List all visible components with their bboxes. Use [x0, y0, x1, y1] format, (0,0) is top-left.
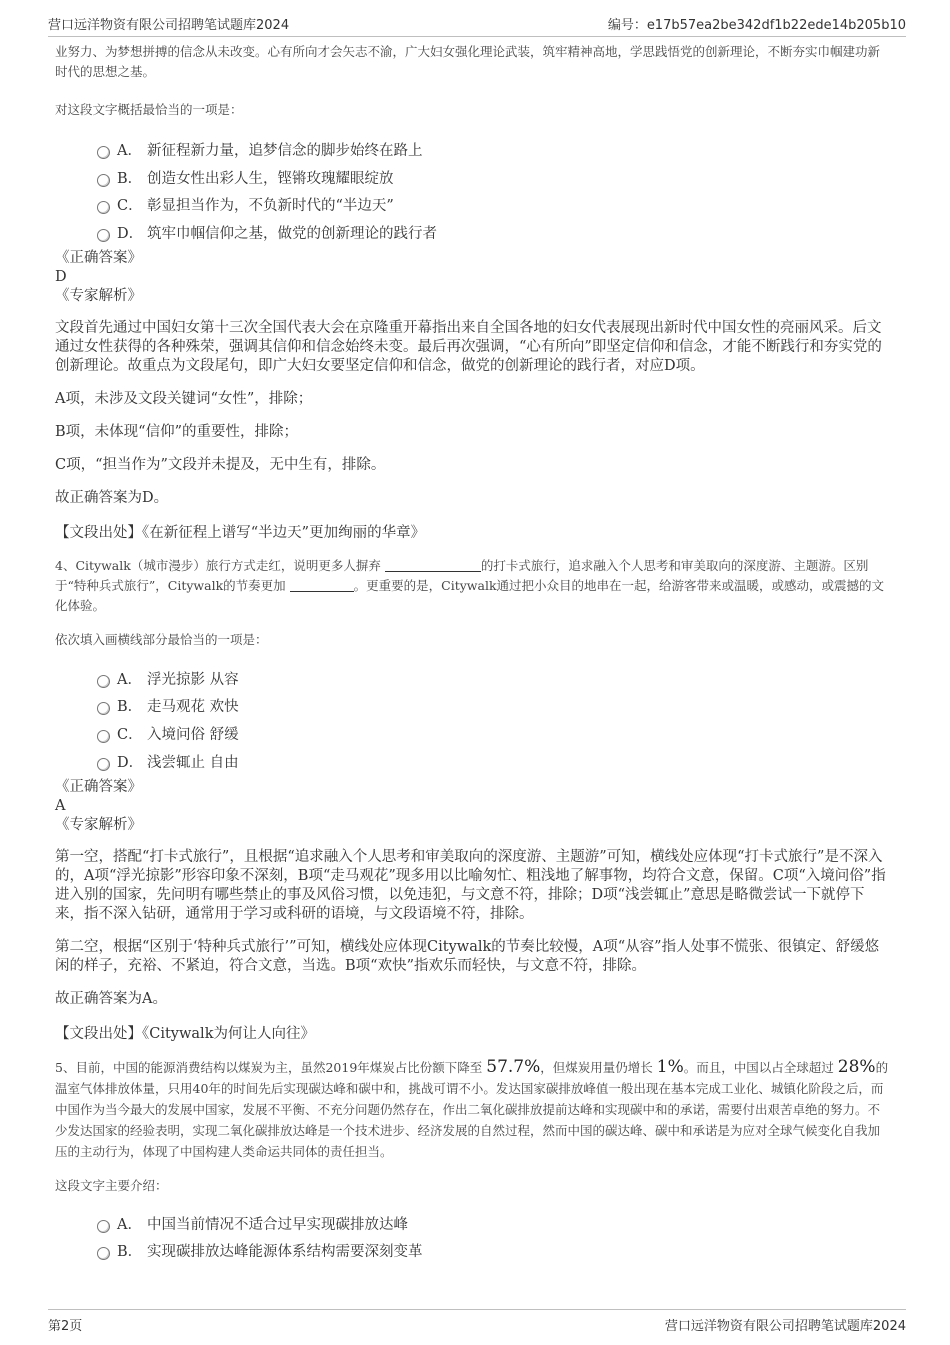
q4-number: 4、: [55, 557, 76, 573]
q4-option-a[interactable]: A． 浮光掠影 从容: [97, 668, 890, 696]
q3-option-b[interactable]: B． 创造女性出彩人生，铿锵玫瑰耀眼绽放: [97, 167, 890, 195]
q5-pct-1: 57.7%: [486, 1056, 541, 1077]
q5-number: 5、: [55, 1059, 76, 1075]
radio-icon[interactable]: [97, 201, 110, 214]
q5-pct-3: 28%: [837, 1056, 876, 1077]
radio-icon[interactable]: [97, 702, 110, 715]
q4-options: [97, 668, 890, 779]
page-number: 第2页: [48, 1319, 83, 1334]
q5-ask: 这段文字主要介绍：: [55, 1177, 168, 1193]
q4-option-d[interactable]: D． 浅尝辄止 自由: [97, 751, 890, 779]
radio-icon[interactable]: [97, 174, 110, 187]
radio-icon[interactable]: [97, 229, 110, 242]
header-title: 营口远洋物资有限公司招聘笔试题库2024: [48, 18, 290, 33]
q3-option-a[interactable]: A． 新征程新力量，追梦信念的脚步始终在路上: [97, 139, 890, 167]
q3-analysis-3: B项，未体现“信仰”的重要性，排除；: [55, 423, 298, 440]
q4-stem: 4、Citywalk（城市漫步）旅行方式走红，说明更多人摒弃 的打卡式旅行，追求融入个人思考和审美取向的深度游、主题游。区别于“特种兵式旅行”，Citywalk的节奏更加 。更重要的是，Citywalk通过把小众目的地串在一起，给游客带来或温暖，或感动，或震撼的文化体验。: [55, 557, 885, 613]
q5-stem: 5、目前，中国的能源消费结构以煤炭为主，虽然2019年煤炭占比份额下降至 57.7%，但煤炭用量仍增长 1%。而且，中国以占全球超过 28%的温室气体排放体量，只用40年的时间先后实现碳达峰和碳中和，挑战可谓不小。发达国家碳排放峰值一般出现在基本完成工业化、城镇化阶段之后，而中国作为当今最大的发展中国家，发展不平衡、不充分问题仍然存在，作出二氧化碳排放提前达峰和实现碳中和的承诺，需要付出艰苦卓绝的努力。不少发达国家的经验表明，实现二氧化碳排放达峰是一个技术进步、经济发展的自然过程，然而中国的碳达峰、碳中和承诺是为应对全球气候变化自我加压的主动行为，体现了中国构建人类命运共同体的责任担当。: [55, 1056, 889, 1159]
q3-analysis-label: 《专家解析》: [55, 287, 142, 304]
q4-answer: A: [55, 797, 66, 814]
q3-ask: 对这段文字概括最恰当的一项是：: [55, 102, 243, 117]
q4-option-c[interactable]: C． 入境问俗 舒缓: [97, 723, 890, 751]
radio-icon[interactable]: [97, 146, 110, 159]
q4-answer-label: 《正确答案》: [55, 778, 142, 795]
q3-answer: D: [55, 268, 67, 285]
q4-source: 【文段出处】《Citywalk为何让人向往》: [55, 1025, 315, 1042]
q4-option-b[interactable]: B． 走马观花 欢快: [97, 695, 890, 723]
q3-options: [97, 139, 890, 250]
q3-source: 【文段出处】《在新征程上谱写“半边天”更加绚丽的华章》: [55, 524, 426, 541]
q4-analysis-2: 第二空，根据“区别于‘特种兵式旅行’”可知，横线处应体现Citywalk的节奏比较慢，A项“从容”指人处事不慌张、很镇定、舒缓悠闲的样子，充裕、不紧迫，符合文意，当选。B项“欢快”指欢乐而轻快，与文意不符，排除。: [55, 938, 880, 974]
q4-ask: 依次填入画横线部分最恰当的一项是：: [55, 631, 268, 647]
q5-option-a[interactable]: A． 中国当前情况不适合过早实现碳排放达峰: [97, 1213, 890, 1241]
q5-options: [97, 1213, 890, 1268]
radio-icon[interactable]: [97, 730, 110, 743]
q5-pct-2: 1%: [656, 1056, 684, 1077]
header-doc-id: 编号：e17b57ea2be342df1b22ede14b205b10: [607, 18, 906, 33]
radio-icon[interactable]: [97, 1247, 110, 1260]
q3-analysis-5: 故正确答案为D。: [55, 489, 169, 506]
radio-icon[interactable]: [97, 1220, 110, 1233]
radio-icon[interactable]: [97, 675, 110, 688]
q4-analysis-label: 《专家解析》: [55, 816, 142, 833]
q3-option-d[interactable]: D． 筑牢巾帼信仰之基，做党的创新理论的践行者: [97, 222, 890, 250]
page-header: [48, 12, 906, 37]
q3-analysis-2: A项，未涉及文段关键词“女性”，排除；: [55, 390, 313, 407]
footer-title: 营口远洋物资有限公司招聘笔试题库2024: [664, 1319, 906, 1334]
q3-analysis-1: 文段首先通过中国妇女第十三次全国代表大会在京隆重开幕指出来自全国各地的妇女代表展现出新时代中国女性的亮丽风采。后文通过女性获得的各种殊荣，强调其信仰和信念始终未变。最后再次强调，“心有所向”即坚定信仰和信念，才能不断践行和夯实党的创新理论。故重点为文段尾句，即广大妇女要坚定信仰和信念，做党的创新理论的践行者，对应D项。: [55, 319, 882, 374]
q4-analysis-3: 故正确答案为A。: [55, 990, 167, 1007]
q3-analysis-4: C项，“担当作为”文段并未提及，无中生有，排除。: [55, 456, 386, 473]
radio-icon[interactable]: [97, 758, 110, 771]
q4-blank-2: [290, 577, 354, 592]
q4-analysis-1: 第一空，搭配“打卡式旅行”，且根据“追求融入个人思考和审美取向的深度游、主题游”可知，横线处应体现“打卡式旅行”是不深入的，A项“浮光掠影”形容印象不深刻，B项“走马观花”现多用以比喻匆忙、粗浅地了解事物，均符合文意，保留。C项“入境问俗”指进入别的国家，先问明有哪些禁止的事及风俗习惯，以免违犯，与文意不符，排除；D项“浅尝辄止”意思是略微尝试一下就停下来，指不深入钻研，通常用于学习或科研的语境，与文段语境不符，排除。: [55, 848, 886, 922]
q3-answer-label: 《正确答案》: [55, 249, 142, 266]
page-footer: [48, 1309, 906, 1336]
q3-option-c[interactable]: C． 彰显担当作为，不负新时代的“半边天”: [97, 194, 890, 222]
q3-passage-tail: 业努力、为梦想拼搏的信念从未改变。心有所向才会矢志不渝，广大妇女强化理论武装，筑牢精神高地，学思践悟党的创新理论，不断夯实巾帼建功新时代的思想之基。: [55, 44, 881, 79]
q4-blank-1: [385, 557, 481, 572]
q5-option-b[interactable]: B． 实现碳排放达峰能源体系结构需要深刻变革: [97, 1240, 890, 1268]
page-content: [55, 42, 890, 1268]
